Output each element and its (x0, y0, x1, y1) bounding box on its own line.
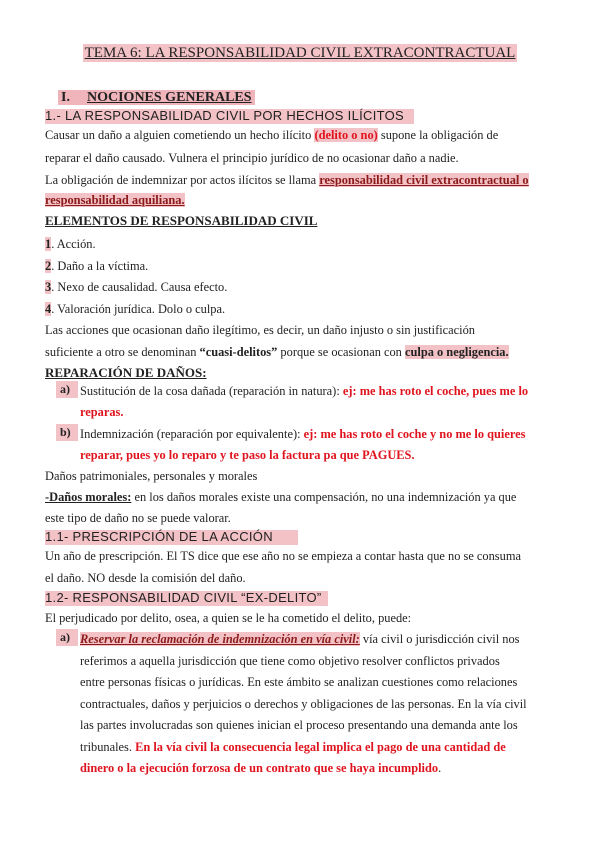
list-item: las partes involucradas son quienes inician el proceso presentando una demanda ante los (80, 718, 518, 732)
list-marker: a) (56, 381, 78, 398)
subheading-1: 1.- LA RESPONSABILIDAD CIVIL POR HECHOS ILÍCITOS (45, 108, 405, 123)
list-item: 3. Nexo de causalidad. Causa efecto. (45, 280, 228, 294)
list-item: contractuales, daños y perjuicios o derechos y obligaciones de las personas. En la vía civil (80, 697, 527, 711)
paragraph-line: -Daños morales: en los daños morales existe una compensación, no una indemnización ya que (45, 490, 517, 504)
subheading-1-1: 1.1- PRESCRIPCIÓN DE LA ACCIÓN (45, 529, 273, 544)
list-item: 4. Valoración jurídica. Dolo o culpa. (45, 302, 226, 316)
list-item: Indemnización (reparación por equivalente): ej: me has roto el coche y no me lo quieres (80, 427, 526, 441)
paragraph-line: Causar un daño a alguien cometiendo un hecho ilícito (delito o no) supone la obligación de (45, 128, 499, 142)
list-marker: b) (56, 424, 78, 441)
paragraph-line: responsabilidad aquiliana. (45, 193, 185, 207)
section-heading: I. NOCIONES GENERALES (58, 90, 255, 106)
document-title: TEMA 6: LA RESPONSABILIDAD CIVIL EXTRACONTRACTUAL (84, 45, 516, 61)
list-item: dinero o la ejecución forzosa de un contrato que se haya incumplido. (80, 761, 442, 775)
subheading-1-2: 1.2- RESPONSABILIDAD CIVIL “EX-DELITO” (45, 590, 322, 605)
elements-heading: ELEMENTOS DE RESPONSABILIDAD CIVIL (45, 213, 318, 228)
reparacion-heading: REPARACIÓN DE DAÑOS: (45, 365, 207, 380)
list-item: Reservar la reclamación de indemnización en vía civil: vía civil o jurisdicción civil nos (80, 632, 520, 646)
list-item: 2. Daño a la víctima. (45, 259, 149, 273)
list-item: reparar, pues yo lo reparo y te paso la factura pa que PAGUES. (80, 448, 415, 462)
list-item: reparas. (80, 405, 124, 419)
paragraph-line: Un año de prescripción. El TS dice que ese año no se empieza a contar hasta que no se consuma (45, 549, 521, 563)
list-item: tribunales. En la vía civil la consecuencia legal implica el pago de una cantidad de (80, 740, 506, 754)
list-item: Sustitución de la cosa dañada (reparación in natura): ej: me has roto el coche, pues me lo (80, 384, 529, 398)
paragraph-line: reparar el daño causado. Vulnera el principio jurídico de no ocasionar daño a nadie. (45, 151, 459, 165)
paragraph-line: el daño. NO desde la comisión del daño. (45, 571, 246, 585)
list-marker: a) (56, 629, 78, 646)
paragraph-line: Las acciones que ocasionan daño ilegítimo, es decir, un daño injusto o sin justificación (45, 323, 475, 337)
paragraph-line: este tipo de daño no se puede valorar. (45, 511, 231, 525)
paragraph-line: El perjudicado por delito, osea, a quien se le ha cometido el delito, puede: (45, 611, 412, 625)
paragraph-line: La obligación de indemnizar por actos ilícitos se llama responsabilidad civil extracontractual o (45, 173, 529, 187)
paragraph-line: suficiente a otro se denominan “cuasi-delitos” porque se ocasionan con culpa o negligencia. (45, 345, 509, 359)
paragraph-line: Daños patrimoniales, personales y morales (45, 469, 258, 483)
list-item: 1. Acción. (45, 237, 96, 251)
list-item: entre personas físicas o jurídicas. En este ámbito se analizan cuestiones como relaciones (80, 675, 518, 689)
list-item: referimos a aquella jurisdicción que tiene como objetivo resolver conflictos privados (80, 654, 500, 668)
